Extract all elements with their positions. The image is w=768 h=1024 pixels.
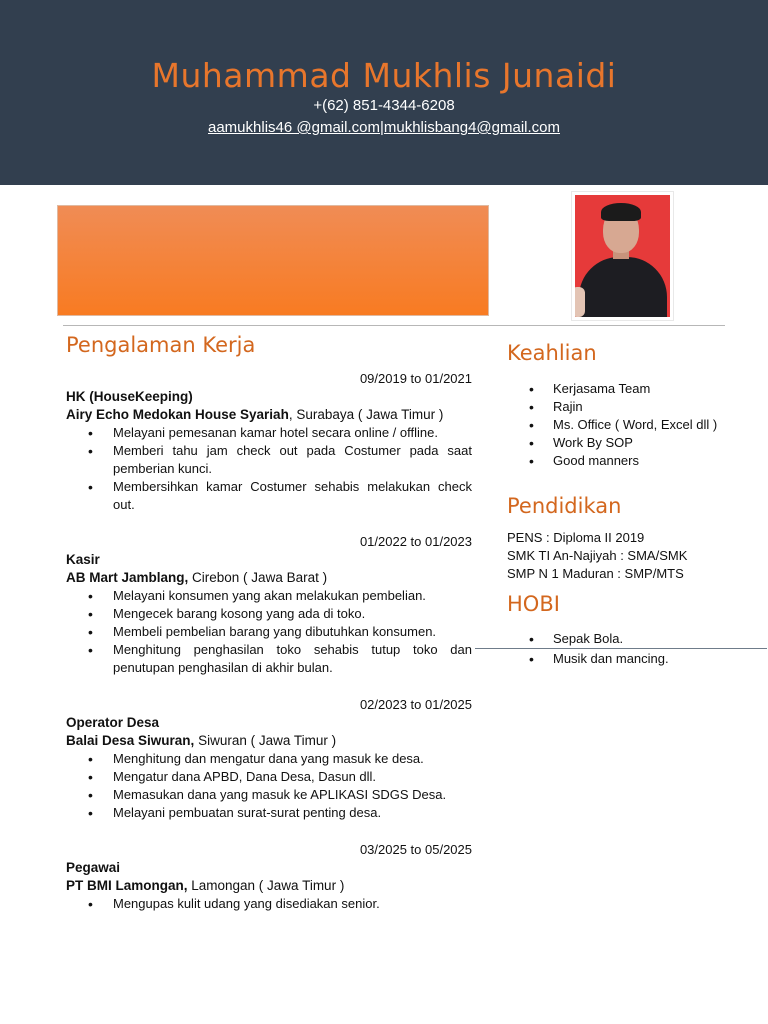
job-company: Airy Echo Medokan House Syariah, Surabaya ( Jawa Timur ) bbox=[66, 407, 444, 422]
skills-title: Keahlian bbox=[507, 341, 597, 365]
job-date: 02/2023 to 01/2025 bbox=[359, 697, 472, 712]
job-date: 01/2022 to 01/2023 bbox=[359, 534, 472, 549]
skill-item: • Kerjasama Team bbox=[529, 380, 747, 398]
duty-item: • Melayani konsumen yang akan melakukan pembelian. bbox=[88, 587, 472, 605]
duty-item: • Membersihkan kamar Costumer sehabis melakukan check out. bbox=[88, 478, 472, 514]
job-position: Kasir bbox=[66, 552, 100, 567]
education-item: PENS : Diploma II 2019 bbox=[507, 530, 645, 545]
duty-item: • Melayani pembuatan surat-surat penting desa. bbox=[88, 804, 472, 822]
hobby-item: • Musik dan mancing. bbox=[529, 650, 747, 668]
duty-item: • Membeli pembelian barang yang dibutuhkan konsumen. bbox=[88, 623, 472, 641]
job-entry bbox=[66, 696, 472, 822]
header-banner bbox=[0, 0, 768, 185]
duty-item: • Memasukan dana yang masuk ke APLIKASI SDGS Desa. bbox=[88, 786, 472, 804]
job-company: PT BMI Lamongan, Lamongan ( Jawa Timur ) bbox=[66, 878, 345, 893]
divider-line bbox=[63, 325, 725, 326]
skill-item: • Good manners bbox=[529, 452, 747, 470]
job-entry bbox=[66, 841, 472, 913]
candidate-name: Muhammad Mukhlis Junaidi bbox=[151, 56, 617, 95]
job-date: 03/2025 to 05/2025 bbox=[359, 842, 472, 857]
duty-item: • Melayani pemesanan kamar hotel secara online / offline. bbox=[88, 424, 472, 442]
job-duties bbox=[88, 750, 472, 822]
job-duties bbox=[88, 424, 472, 514]
skill-item: • Ms. Office ( Word, Excel dll ) bbox=[529, 416, 747, 434]
hobby-title: HOBI bbox=[507, 592, 560, 616]
profile-photo bbox=[571, 191, 674, 321]
job-date: 09/2019 to 01/2021 bbox=[359, 371, 472, 386]
hobby-section bbox=[507, 592, 747, 668]
education-item: SMK TI An-Najiyah : SMA/SMK bbox=[507, 548, 688, 563]
education-title: Pendidikan bbox=[507, 494, 622, 518]
duty-item: • Memberi tahu jam check out pada Costumer pada saat pemberian kunci. bbox=[88, 442, 472, 478]
job-position: Pegawai bbox=[66, 860, 121, 875]
skills-list bbox=[529, 380, 747, 470]
job-company: AB Mart Jamblang, Cirebon ( Jawa Barat ) bbox=[66, 570, 328, 585]
hobby-item: • Sepak Bola. bbox=[529, 630, 747, 648]
job-duties bbox=[88, 587, 472, 677]
job-entry bbox=[66, 370, 472, 514]
skills-section bbox=[507, 341, 747, 470]
skill-item: • Rajin bbox=[529, 398, 747, 416]
job-duties bbox=[88, 895, 472, 913]
duty-item: • Menghitung penghasilan toko sehabis tutup toko dan penutupan penghasilan di akhir bulan. bbox=[88, 641, 472, 677]
experience-section bbox=[66, 333, 472, 913]
duty-item: • Mengupas kulit udang yang disediakan senior. bbox=[88, 895, 472, 913]
education-section bbox=[507, 494, 747, 583]
duty-item: • Mengatur dana APBD, Dana Desa, Dasun dll. bbox=[88, 768, 472, 786]
phone-number: +(62) 851-4344-6208 bbox=[313, 97, 455, 114]
job-company: Balai Desa Siwuran, Siwuran ( Jawa Timur ) bbox=[66, 733, 337, 748]
education-item: SMP N 1 Maduran : SMP/MTS bbox=[507, 566, 684, 581]
job-position: HK (HouseKeeping) bbox=[66, 389, 193, 404]
job-entry bbox=[66, 533, 472, 677]
orange-summary-box bbox=[57, 205, 489, 316]
job-position: Operator Desa bbox=[66, 715, 160, 730]
duty-item: • Menghitung dan mengatur dana yang masuk ke desa. bbox=[88, 750, 472, 768]
email-link[interactable]: aamukhlis46 @gmail.com|mukhlisbang4@gmail.com bbox=[208, 119, 560, 136]
hobby-list bbox=[529, 630, 747, 668]
experience-title: Pengalaman Kerja bbox=[66, 333, 256, 357]
skill-item: • Work By SOP bbox=[529, 434, 747, 452]
duty-item: • Mengecek barang kosong yang ada di toko. bbox=[88, 605, 472, 623]
email-line bbox=[0, 119, 768, 136]
